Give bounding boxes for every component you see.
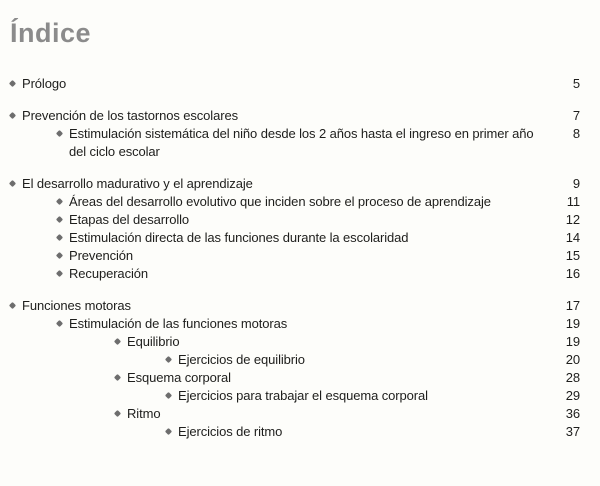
bullet-icon [56, 130, 63, 137]
bullet-icon [114, 374, 121, 381]
toc-entry-page: 7 [572, 108, 580, 123]
toc-entry [10, 175, 580, 193]
toc-entry-page: 12 [565, 212, 580, 227]
toc-entry-label: Esquema corporal [127, 370, 231, 385]
toc-entry [10, 265, 580, 283]
toc-entry [10, 405, 580, 423]
bullet-icon [56, 320, 63, 327]
toc-entry-page: 36 [565, 406, 580, 421]
toc-entry-page: 14 [565, 230, 580, 245]
toc-entry-page: 11 [566, 194, 580, 209]
bullet-icon [56, 252, 63, 259]
toc-entry [10, 125, 580, 161]
toc-entry-label: Estimulación directa de las funciones durante la escolaridad [69, 230, 409, 245]
toc-entry-label: Equilibrio [127, 334, 180, 349]
toc-entry [10, 315, 580, 333]
toc-entry [10, 107, 580, 125]
bullet-icon [165, 392, 172, 399]
toc-entry-label: El desarrollo madurativo y el aprendizaje [22, 176, 253, 191]
toc-entry-page: 29 [565, 388, 580, 403]
toc-entry-label: Ritmo [127, 406, 161, 421]
toc-entry [10, 211, 580, 229]
toc-entry-page: 20 [565, 352, 580, 367]
toc-entry [10, 297, 580, 315]
toc-entry [10, 423, 580, 441]
toc-entry-label: Estimulación sistemática del niño desde los 2 años hasta el ingreso en primer año del ciclo escolar [69, 126, 534, 159]
toc-entry [10, 369, 580, 387]
toc-entry-label: Recuperación [69, 266, 149, 281]
bullet-icon [114, 410, 121, 417]
toc-entry [10, 75, 580, 93]
bullet-icon [56, 270, 63, 277]
toc-entry [10, 229, 580, 247]
bullet-icon [9, 112, 16, 119]
toc-entry-label: Etapas del desarrollo [69, 212, 190, 227]
toc-entry-label: Ejercicios de equilibrio [178, 352, 305, 367]
toc-group [10, 75, 580, 93]
page-title: Índice [10, 18, 92, 48]
toc-entry-label: Prólogo [22, 76, 67, 91]
toc-entry-page: 15 [565, 248, 580, 263]
toc-entry-page: 19 [565, 334, 580, 349]
bullet-icon [56, 198, 63, 205]
toc-entry-label: Ejercicios de ritmo [178, 424, 283, 439]
toc-entry [10, 247, 580, 265]
bullet-icon [9, 302, 16, 309]
toc-entry-label: Estimulación de las funciones motoras [69, 316, 288, 331]
toc-group [10, 107, 580, 161]
bullet-icon [56, 234, 63, 241]
bullet-icon [114, 338, 121, 345]
toc-entry-label: Funciones motoras [22, 298, 131, 313]
bullet-icon [56, 216, 63, 223]
toc-entry [10, 193, 580, 211]
toc-entry-page: 37 [565, 424, 580, 439]
toc-entry-page: 5 [572, 76, 580, 91]
bullet-icon [165, 428, 172, 435]
toc-entry-label: Ejercicios para trabajar el esquema corporal [178, 388, 428, 403]
toc-entry-label: Áreas del desarrollo evolutivo que inciden sobre el proceso de aprendizaje [69, 194, 491, 209]
bullet-icon [9, 80, 16, 87]
toc-entry [10, 351, 580, 369]
toc-entry-label: Prevención [69, 248, 134, 263]
toc-entry-page: 8 [572, 126, 580, 141]
toc-entry [10, 333, 580, 351]
toc-group [10, 297, 580, 441]
toc-list [10, 75, 580, 441]
toc-entry-page: 16 [565, 266, 580, 281]
toc-entry-page: 9 [572, 176, 580, 191]
toc-entry-page: 28 [565, 370, 580, 385]
toc-entry [10, 387, 580, 405]
toc-entry-label: Prevención de los tastornos escolares [22, 108, 238, 123]
toc-entry-page: 17 [565, 298, 580, 313]
toc-entry-page: 19 [565, 316, 580, 331]
bullet-icon [9, 180, 16, 187]
bullet-icon [165, 356, 172, 363]
toc-group [10, 175, 580, 283]
